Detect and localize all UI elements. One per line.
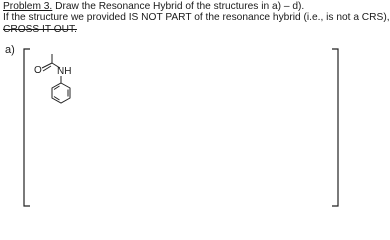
problem-title-text: Draw the Resonance Hybrid of the structures in a) – d).: [52, 1, 305, 12]
carbonyl-bond: [42, 63, 52, 68]
part-a-label: a): [5, 44, 15, 56]
right-bracket: [332, 49, 338, 206]
left-bracket: [24, 49, 30, 206]
oxygen-atom: O: [34, 65, 42, 76]
cross-out-instruction: CROSS IT OUT.: [3, 24, 77, 35]
amine-atom: NH: [57, 66, 72, 77]
problem-instruction: If the structure we provided IS NOT PART of the resonance hybrid (i.e., is not a CRS),: [3, 12, 390, 23]
benzene-ring: [52, 83, 70, 103]
acetanilide-structure: [42, 54, 70, 103]
problem-label: Problem 3.: [3, 1, 53, 12]
